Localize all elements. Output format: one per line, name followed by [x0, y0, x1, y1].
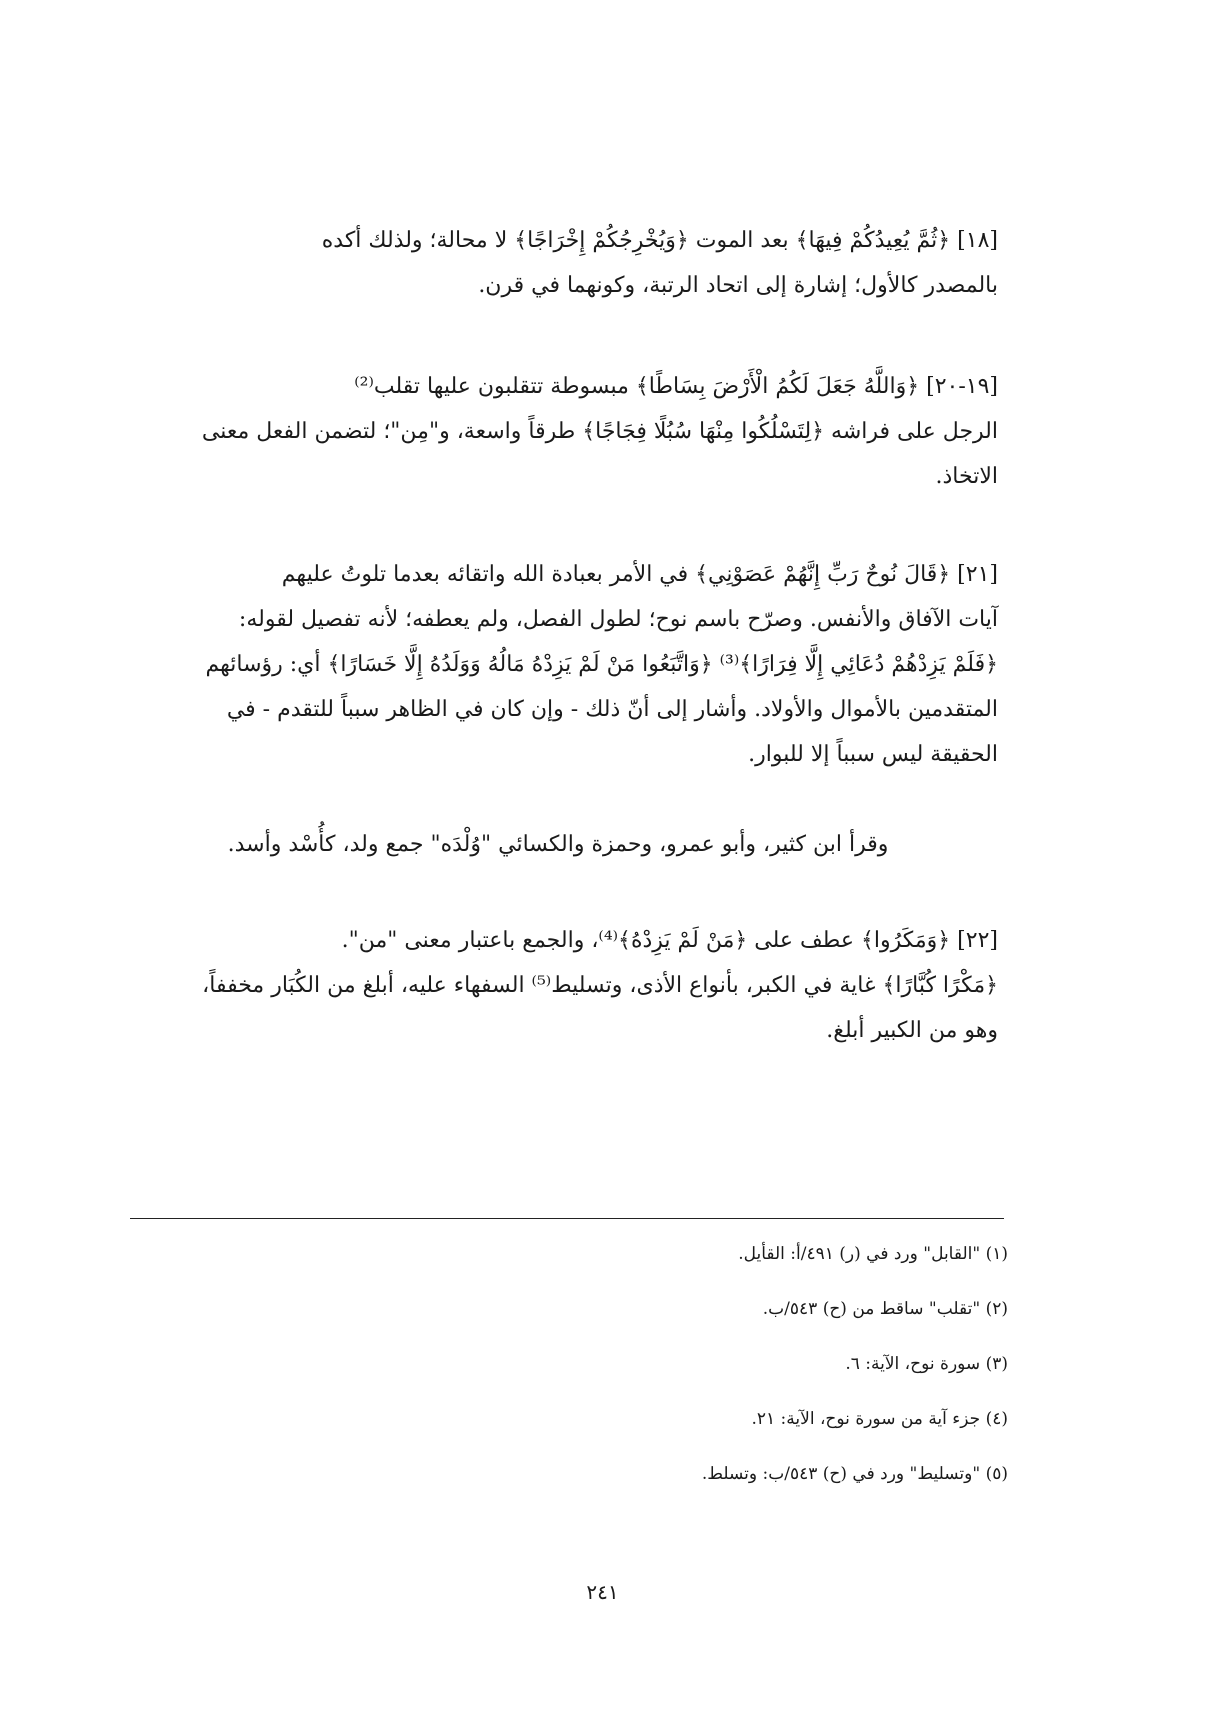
- footnote: (٢) "تقلب" ساقط من (ح) ٥٤٣/ب.: [762, 1299, 1008, 1319]
- footnote: (١) "القابل" ورد في (ر) ٤٩١/أ: القأيل.: [738, 1244, 1008, 1264]
- text-line: الحقيقة ليس سبباً إلا للبوار.: [748, 742, 998, 767]
- footnotes: [118, 1236, 1008, 1511]
- footnote: (٥) "وتسليط" ورد في (ح) ٥٤٣/ب: وتسلط.: [701, 1464, 1008, 1484]
- text-line: آيات الآفاق والأنفس. وصرّح باسم نوح؛ لطول الفصل، ولم يعطفه؛ لأنه تفصيل لقوله:: [238, 607, 998, 632]
- text-line: [٢٢] ﴿وَمَكَرُوا﴾ عطف على ﴿مَنْ لَمْ يَزِدْهُ﴾⁽⁴⁾، والجمع باعتبار معنى "من".: [341, 928, 998, 953]
- text-line: [١٨] ﴿ثُمَّ يُعِيدُكُمْ فِيهَا﴾ بعد الموت ﴿وَيُخْرِجُكُمْ إِخْرَاجًا﴾ لا محالة؛ ولذلك أكده: [321, 228, 998, 253]
- text-line: المتقدمين بالأموال والأولاد. وأشار إلى أنّ ذلك - وإن كان في الظاهر سبباً للتقدم - في: [226, 697, 998, 722]
- footnote: (٣) سورة نوح، الآية: ٦.: [845, 1354, 1008, 1374]
- paragraph-verse-21: [118, 552, 998, 777]
- paragraph-readings: [118, 822, 998, 867]
- text-line: وقرأ ابن كثير، وأبو عمرو، وحمزة والكسائي "وُلْدَه" جمع ولد، كأُسْد وأسد.: [227, 832, 889, 857]
- text-line: [٢١] ﴿قَالَ نُوحٌ رَبِّ إِنَّهُمْ عَصَوْنِي﴾ في الأمر بعبادة الله واتقائه بعدما تلوتُ عليهم: [281, 562, 998, 587]
- paragraph-verse-19-20: [118, 364, 998, 499]
- text-line: وهو من الكبير أبلغ.: [826, 1018, 998, 1043]
- text-line: بالمصدر كالأول؛ إشارة إلى اتحاد الرتبة، وكونهما في قرن.: [478, 273, 998, 298]
- paragraph-verse-18: [118, 218, 998, 308]
- text-line: ﴿فَلَمْ يَزِدْهُمْ دُعَائِي إِلَّا فِرَارًا﴾⁽³⁾ ﴿وَاتَّبَعُوا مَنْ لَمْ يَزِدْهُ مَالُهُ وَوَلَدُهُ إِلَّا خَسَارًا﴾ أي: رؤسائهم: [205, 652, 998, 677]
- text-line: الاتخاذ.: [935, 464, 998, 489]
- paragraph-verse-22: [118, 918, 998, 1053]
- page-number: ٢٤١: [586, 1580, 619, 1604]
- footnote: (٤) جزء آية من سورة نوح، الآية: ٢١.: [751, 1409, 1008, 1429]
- text-line: الرجل على فراشه ﴿لِتَسْلُكُوا مِنْهَا سُبُلًا فِجَاجًا﴾ طرقاً واسعة، و"مِن"؛ لتضمن الفعل معنى: [201, 419, 998, 444]
- footnote-separator: [130, 1218, 1004, 1219]
- text-line: ﴿مَكْرًا كُبَّارًا﴾ غاية في الكبر، بأنواع الأذى، وتسليط⁽⁵⁾ السفهاء عليه، أبلغ من الكُبَار مخففاً،: [202, 973, 998, 998]
- text-line: [١٩-٢٠] ﴿وَاللَّهُ جَعَلَ لَكُمُ الْأَرْضَ بِسَاطًا﴾ مبسوطة تتقلبون عليها تقلب⁽²⁾: [354, 374, 998, 399]
